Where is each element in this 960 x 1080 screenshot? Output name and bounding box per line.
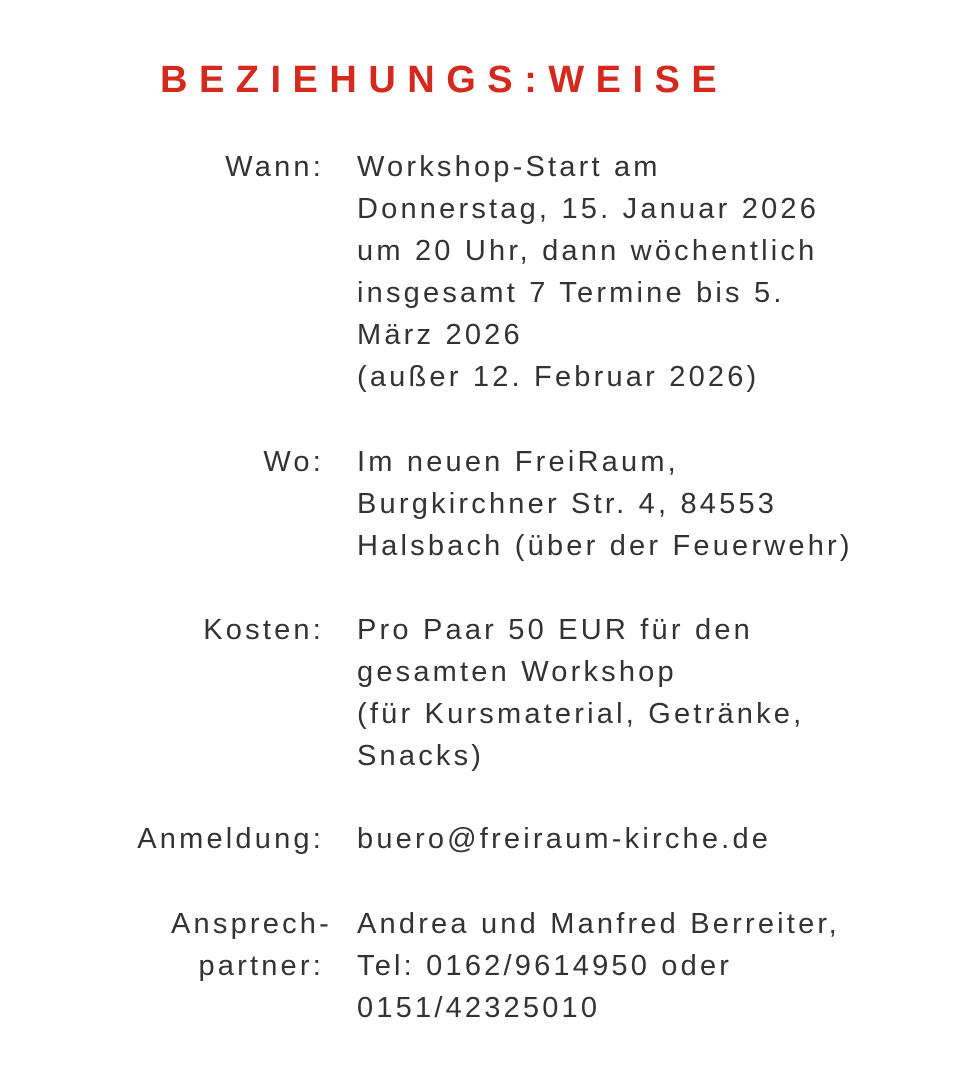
value-line: (außer 12. Februar 2026) — [357, 361, 760, 393]
email-text: buero@freiraum-kirche.de — [357, 823, 772, 855]
value-line: um 20 Uhr, dann wöchentlich — [357, 235, 818, 267]
value-line: Donnerstag, 15. Januar 2026 — [357, 193, 820, 225]
row-label-wo — [4, 441, 324, 483]
row-label-kosten — [4, 609, 324, 651]
label-line: partner: — [198, 950, 324, 982]
value-line: insgesamt 7 Termine bis 5. — [357, 277, 785, 309]
row-label-ansprechpartner — [12, 903, 332, 987]
label-line: Kosten: — [203, 614, 324, 646]
row-label-anmeldung — [4, 818, 324, 860]
value-line: Im neuen FreiRaum, — [357, 446, 679, 478]
value-line: März 2026 — [357, 319, 523, 351]
value-line: (für Kursmaterial, Getränke, — [357, 698, 805, 730]
value-line: Burgkirchner Str. 4, 84553 — [357, 488, 778, 520]
row-value-kosten — [357, 609, 957, 777]
value-line: Pro Paar 50 EUR für den — [357, 614, 753, 646]
value-line: 0151/42325010 — [357, 992, 601, 1024]
row-value-wo — [357, 441, 957, 567]
row-value-wann — [357, 146, 957, 398]
label-line: Anmeldung: — [137, 823, 324, 855]
value-line: Workshop-Start am — [357, 151, 661, 183]
label-line: Wo: — [263, 446, 324, 478]
label-line: Wann: — [225, 151, 324, 183]
value-line: gesamten Workshop — [357, 656, 677, 688]
value-line: Halsbach (über der Feuerwehr) — [357, 530, 853, 562]
page-title: BEZIEHUNGS:WEISE — [160, 59, 729, 101]
value-line: Snacks) — [357, 740, 485, 772]
value-line: Andrea und Manfred Berreiter, — [357, 908, 840, 940]
label-line: Ansprech- — [171, 908, 332, 940]
value-line: Tel: 0162/9614950 oder — [357, 950, 733, 982]
row-value-ansprechpartner — [357, 903, 957, 1029]
row-value-anmeldung — [357, 818, 957, 860]
row-label-wann — [4, 146, 324, 188]
